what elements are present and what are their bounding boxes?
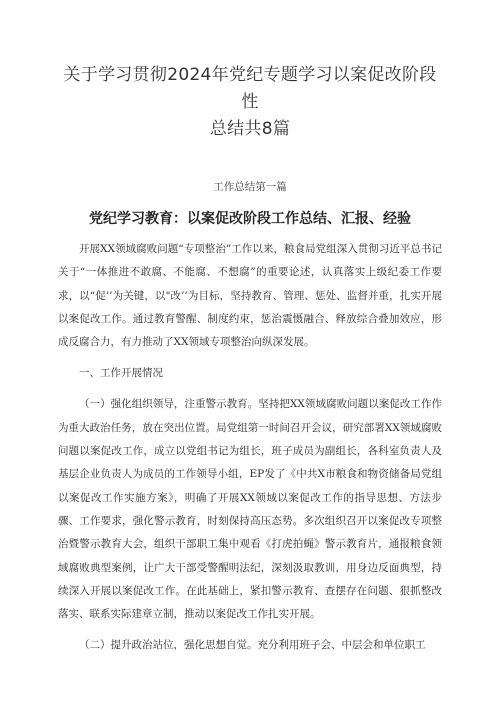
body-paragraph-item-1: （一）强化组织领导，注重警示教育。坚持把XX领域腐败问题以案促改工作作为重大政治任务，放在突出位置。局党组第一时间召开会议，研究部署XX领域腐败问题以案促改工作，成立以党组书记为组长，班子成员为副组长，各科室负责人及基层企业负责人为成员的工作领导小组，EP发了《中共X市粮食和物资储备局党组以案促改工作实施方案》，明确了开展XX领域以案促改工作的指导思想、方法步骤、工作要求，强化警示教育，时刻保持高压态势。多次组织召开以案促改专项整治暨警示教育大会，组织干部职工集中观看《打虎拍蝇》警示教育片，通报粮食领域腐败典型案例，让广大干部受警醒明法纪，深刻汲取教训，用身边反面典型，持续深入开展以案促改工作。在此基础上，紧扣警示教育、查摆存在问题、狠抓整改落实、联系实际建章立制，推动以案促改工作扎实开展。 xyxy=(58,398,442,621)
section-heading: 一、工作开展情况 xyxy=(79,367,163,380)
document-title xyxy=(58,0,442,143)
intro-paragraph: 开展XX领域腐败问题“专项整治”工作以来，粮食局党组深入贯彻习近平总书记关于“一体推进不敢腐、不能腐、不想腐”的重要论述，认真落实上级纪委工作要求，以“促’’为关键，以"改’’为目标，坚持教育、管理、惩处、监督并重，扎实开展以案促改工作。通过教育警醒、制度约束，惩治震慑融合、释放综合叠加效应，形成反腐合力，有力推动了XX领域专项整治向纵深发展。 xyxy=(58,243,442,349)
document-title-line-2: 总结共8篇 xyxy=(209,119,291,139)
section-subtitle: 党纪学习教育：以案促改阶段工作总结、汇报、经验 xyxy=(89,211,411,227)
section-label: 工作总结第一篇 xyxy=(213,181,287,193)
document-title-line-1: 关于学习贯彻2024年党纪专题学习以案促改阶段性 xyxy=(63,65,437,112)
body-paragraph-item-2: （二）提升政治站位，强化思想自觉。充分利用班子会、中层会和单位职工 xyxy=(79,639,426,652)
